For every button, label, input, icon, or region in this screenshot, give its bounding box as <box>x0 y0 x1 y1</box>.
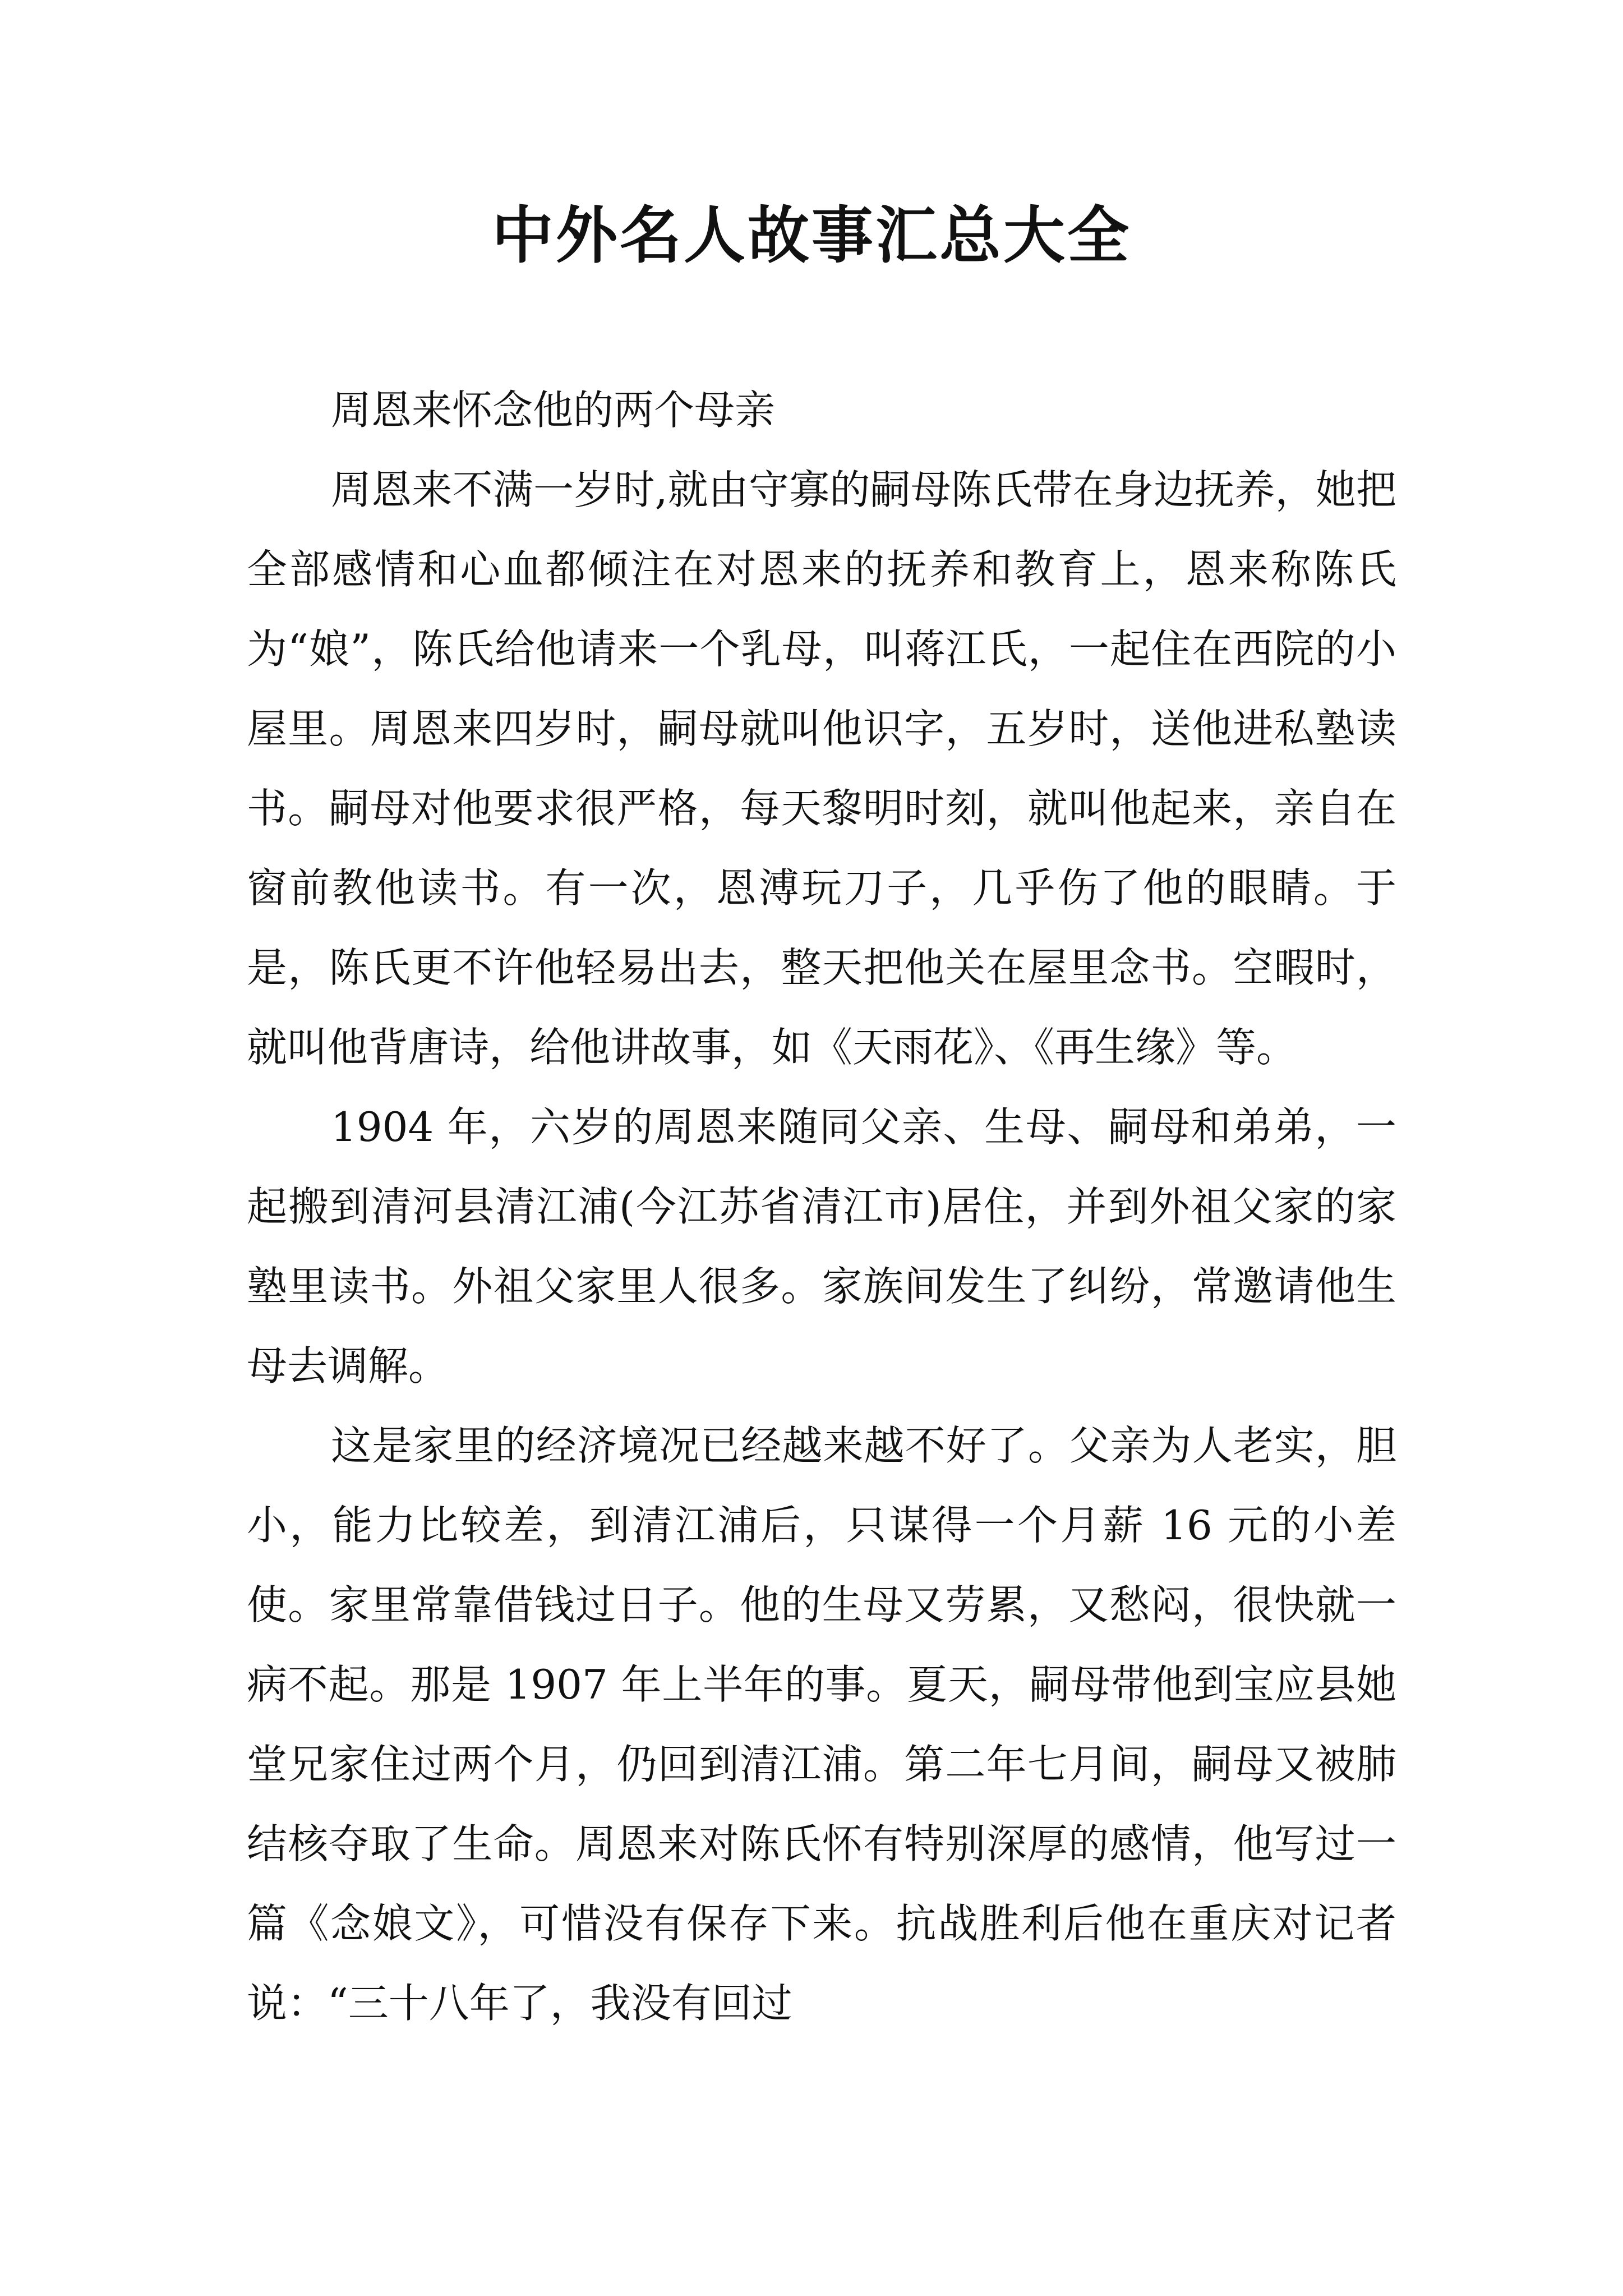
document-title: 中外名人故事汇总大全 <box>492 199 1131 272</box>
document-body <box>247 370 1396 2043</box>
section-heading: 周恩来怀念他的两个母亲 <box>331 386 776 434</box>
paragraph-2: 1904 年，六岁的周恩来随同父亲、生母、嗣母和弟弟，一起搬到清河县清江浦(今江苏省清江市)居住，并到外祖父家的家塾里读书。外祖父家里人很多。家族间发生了纠纷，常邀请他生母去调解。 <box>247 1103 1396 1389</box>
paragraph-3: 这是家里的经济境况已经越来越不好了。父亲为人老实，胆小，能力比较差，到清江浦后，只谋得一个月薪 16 元的小差使。家里常靠借钱过日子。他的生母又劳累，又愁闷，很快就一病不起。那是 1907 年上半年的事。夏天，嗣母带他到宝应县她堂兄家住过两个月，仍回到清江浦。第二年七月间，嗣母又被肺结核夺取了生命。周恩来对陈氏怀有特别深厚的感情，他写过一篇《念娘文》，可惜没有保存下来。抗战胜利后他在重庆对记者说：“三十八年了，我没有回过 <box>247 1422 1396 2027</box>
paragraph-1: 周恩来不满一岁时,就由守寡的嗣母陈氏带在身边抚养，她把全部感情和心血都倾注在对恩来的抚养和教育上，恩来称陈氏为“娘”，陈氏给他请来一个乳母，叫蒋江氏，一起住在西院的小屋里。周恩来四岁时，嗣母就叫他识字，五岁时，送他进私塾读书。嗣母对他要求很严格，每天黎明时刻，就叫他起来，亲自在窗前教他读书。有一次，恩溥玩刀子，几乎伤了他的眼睛。于是，陈氏更不许他轻易出去，整天把他关在屋里念书。空暇时，就叫他背唐诗，给他讲故事，如《天雨花》、《再生缘》等。 <box>247 466 1396 1071</box>
